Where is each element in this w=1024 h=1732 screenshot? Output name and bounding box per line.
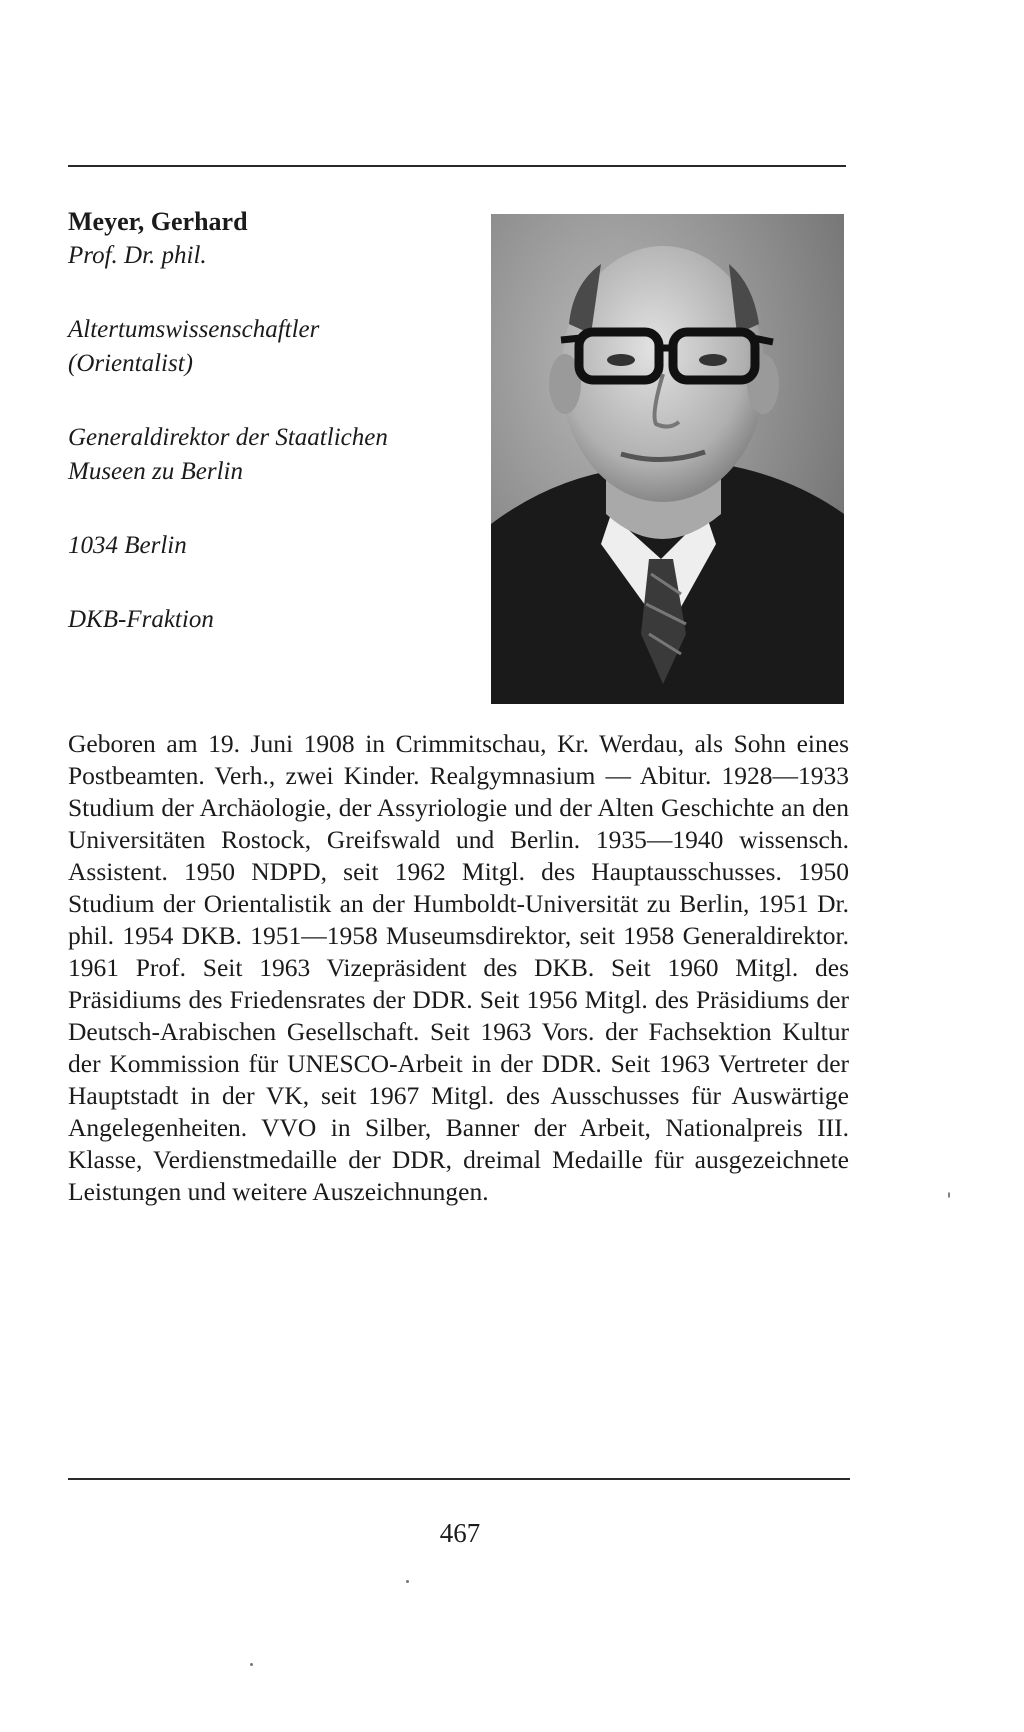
entry-header bbox=[68, 205, 468, 637]
location: 1034 Berlin bbox=[68, 532, 187, 559]
page-number: 467 bbox=[439, 1518, 481, 1548]
position-line-1: Generaldirektor der Staatlichen bbox=[68, 424, 388, 451]
academic-title: Prof. Dr. phil. bbox=[68, 242, 207, 269]
scan-speck bbox=[948, 1192, 950, 1198]
scan-speck bbox=[250, 1663, 253, 1666]
portrait-photo-icon bbox=[491, 214, 844, 704]
profession-line-1: Altertumswissenschaftler bbox=[68, 316, 320, 343]
biography-text: Geboren am 19. Juni 1908 in Crimmitschau, Kr. Werdau, als Sohn eines Postbeamten. Verh., zwei Kinder. Realgymnasium — Abitur. 1928—1933 Studium der Archäologie, der Assyriologie und der Alten Geschichte an den Universitäten Rostock, Greifswald und Berlin. 1935—1940 wissensch. Assistent. 1950 NDPD, seit 1962 Mitgl. des Hauptausschusses. 1950 Studium der Orientalistik an der Humboldt-Universität zu Berlin, 1951 Dr. phil. 1954 DKB. 1951—1958 Museumsdirektor, seit 1958 Generaldirektor. 1961 Prof. Seit 1963 Vizepräsident des DKB. Seit 1960 Mitgl. des Präsidiums des Friedensrates der DDR. Seit 1956 Mitgl. des Präsidiums der Deutsch-Arabischen Gesellschaft. Seit 1963 Vors. der Fachsektion Kultur der Kommission für UNESCO-Arbeit in der DDR. Seit 1963 Vertreter der Hauptstadt in der VK, seit 1967 Mitgl. des Ausschusses für Auswärtige Angelegenheiten. VVO in Silber, Banner der Arbeit, Nationalpreis III. Klasse, Verdienstmedaille der DDR, dreimal Medaille für ausgezeichnete Leistungen und weitere Auszeichnungen. bbox=[68, 729, 849, 1206]
portrait-photo bbox=[491, 214, 844, 704]
profession-line-2: (Orientalist) bbox=[68, 350, 193, 377]
bottom-divider bbox=[68, 1478, 850, 1480]
position-line-2: Museen zu Berlin bbox=[68, 458, 243, 485]
scan-speck bbox=[406, 1580, 409, 1583]
top-divider bbox=[68, 165, 846, 167]
person-name: Meyer, Gerhard bbox=[68, 207, 248, 236]
faction: DKB-Fraktion bbox=[68, 606, 214, 633]
